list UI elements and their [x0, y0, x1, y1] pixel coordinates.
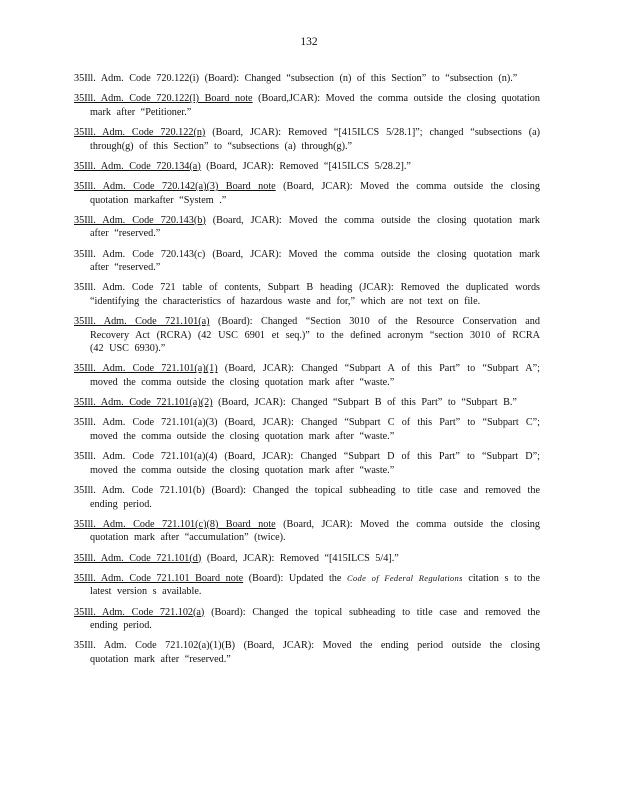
entry-text: (Board, JCAR): Removed “[415ILCS 5/4].”: [201, 552, 399, 564]
entry-citation: 35Ill. Adm. Code 721.102(a)(1)(B): [74, 640, 236, 652]
entry-citation: 35Ill. Adm. Code 720.143(b): [74, 214, 206, 226]
list-item: [74, 396, 540, 410]
list-item: [74, 416, 540, 443]
entry-text: (Board, JCAR): Moved the ending period outside the closing quotation mark after “reserved.”: [90, 640, 540, 665]
entry-citation: 35Ill. Adm. Code 720.122(n): [74, 126, 206, 138]
entry-text: (Board, JCAR): Changed “Subpart A of this Part” to “Subpart A”; moved the comma outside the closing quotation mark after “waste.”: [90, 363, 540, 389]
entry-citation: 35Ill. Adm. Code 720.122(i): [74, 73, 200, 84]
entry-citation: 35Ill. Adm. Code 721.101(a)(3): [74, 417, 218, 429]
entry-text: (Board, JCAR): Changed “Subpart B of this Part” to “Subpart B.”: [212, 397, 517, 409]
list-item: [74, 639, 540, 666]
entry-citation: 35Ill. Adm. Code 720.143(c): [74, 248, 206, 260]
list-item: [74, 572, 540, 599]
entry-text: (Board): Changed “subsection (n) of this Section” to “subsection (n).”: [199, 73, 518, 84]
entry-text: (Board, JCAR): Removed “[415ILCS 5/28.1]”; changed “subsections (a) through(g) of this Section” to “subsections (a) through(g).”: [90, 126, 541, 152]
entry-citation: 35Ill. Adm. Code 721.101(a): [74, 316, 210, 328]
entry-italic-title: Code of Federal Regulations: [347, 572, 463, 583]
list-item: [74, 552, 540, 566]
entry-citation: 35Ill. Adm. Code 721.101 Board note: [74, 572, 244, 584]
entry-text: (Board, JCAR): Moved the comma outside the closing quotation mark after “reserved.”: [90, 248, 540, 274]
list-item: [74, 92, 540, 119]
entry-text: (Board): Updated the: [243, 572, 348, 584]
entry-text: (Board, JCAR): Changed “Subpart C of this Part” to “Subpart C”; moved the comma outside the closing quotation mark after “waste.”: [90, 417, 540, 442]
list-item: [74, 248, 540, 275]
page-number: 132: [300, 36, 318, 48]
entry-text: (Board,JCAR): Moved the comma outside the closing quotation mark after “Petitioner.”: [90, 93, 540, 118]
entry-citation: 35Ill. Adm. Code 721.101(c)(8) Board note: [74, 518, 276, 530]
entry-citation: 35Ill. Adm. Code 721.101(b): [74, 484, 205, 496]
list-item: [74, 315, 540, 356]
entry-text: (Board): Changed the topical subheading to title case and removed the ending period.: [90, 484, 541, 510]
entry-text: (Board, JCAR): Removed “[415ILCS 5/28.2].”: [200, 160, 411, 172]
entry-citation: 35Ill. Adm. Code 721.101(a)(2): [74, 397, 213, 409]
list-item: [74, 606, 540, 633]
entry-citation: 35Ill. Adm. Code 721.102(a): [74, 606, 205, 618]
list-item: [74, 72, 540, 86]
entry-text: (Board, JCAR): Moved the comma outside the closing quotation markafter “System .”: [90, 180, 540, 206]
list-item: [74, 450, 540, 477]
list-item: [74, 214, 540, 241]
errata-list: [74, 72, 540, 673]
list-item: [74, 484, 540, 511]
entry-citation: 35Ill. Adm. Code 721.101(a)(4): [74, 451, 218, 463]
entry-citation: 35Ill. Adm. Code 721 table of contents, Subpart B heading: [74, 282, 353, 294]
entry-text: (Board): Changed “Section 3010 of the Resource Conservation and Recovery Act (RCRA) (42 USC 6901 et seq.)” to the defined acronym “section 3010 of RCRA (42 USC 6930).”: [90, 316, 540, 355]
entry-text: (Board, JCAR): Moved the comma outside the closing quotation mark after “reserved.”: [90, 214, 541, 240]
entry-citation: 35Ill. Adm. Code 720.142(a)(3) Board note: [74, 180, 276, 192]
entry-text-after: citation s to the latest version s available.: [90, 572, 540, 598]
entry-citation: 35Ill. Adm. Code 721.101(a)(1): [74, 363, 218, 375]
entry-citation: 35Ill. Adm. Code 720.134(a): [74, 160, 201, 172]
list-item: [74, 362, 540, 389]
entry-text: (JCAR): Removed the duplicated words “identifying the characteristics of hazardous waste and for,” which are not text on file.: [90, 282, 540, 307]
entry-citation: 35Ill. Adm. Code 721.101(d): [74, 552, 202, 564]
entry-text: (Board, JCAR): Moved the comma outside the closing quotation mark after “accumulation” (twice).: [90, 518, 540, 544]
entry-text: (Board, JCAR): Changed “Subpart D of this Part” to “Subpart D”; moved the comma outside the closing quotation mark after “waste.”: [90, 451, 540, 476]
entry-citation: 35Ill. Adm. Code 720.122(l) Board note: [74, 93, 253, 105]
entry-text: (Board): Changed the topical subheading to title case and removed the ending period.: [90, 606, 540, 632]
list-item: [74, 518, 540, 545]
list-item: [74, 126, 540, 153]
list-item: [74, 281, 540, 308]
list-item: [74, 160, 540, 174]
list-item: [74, 180, 540, 207]
